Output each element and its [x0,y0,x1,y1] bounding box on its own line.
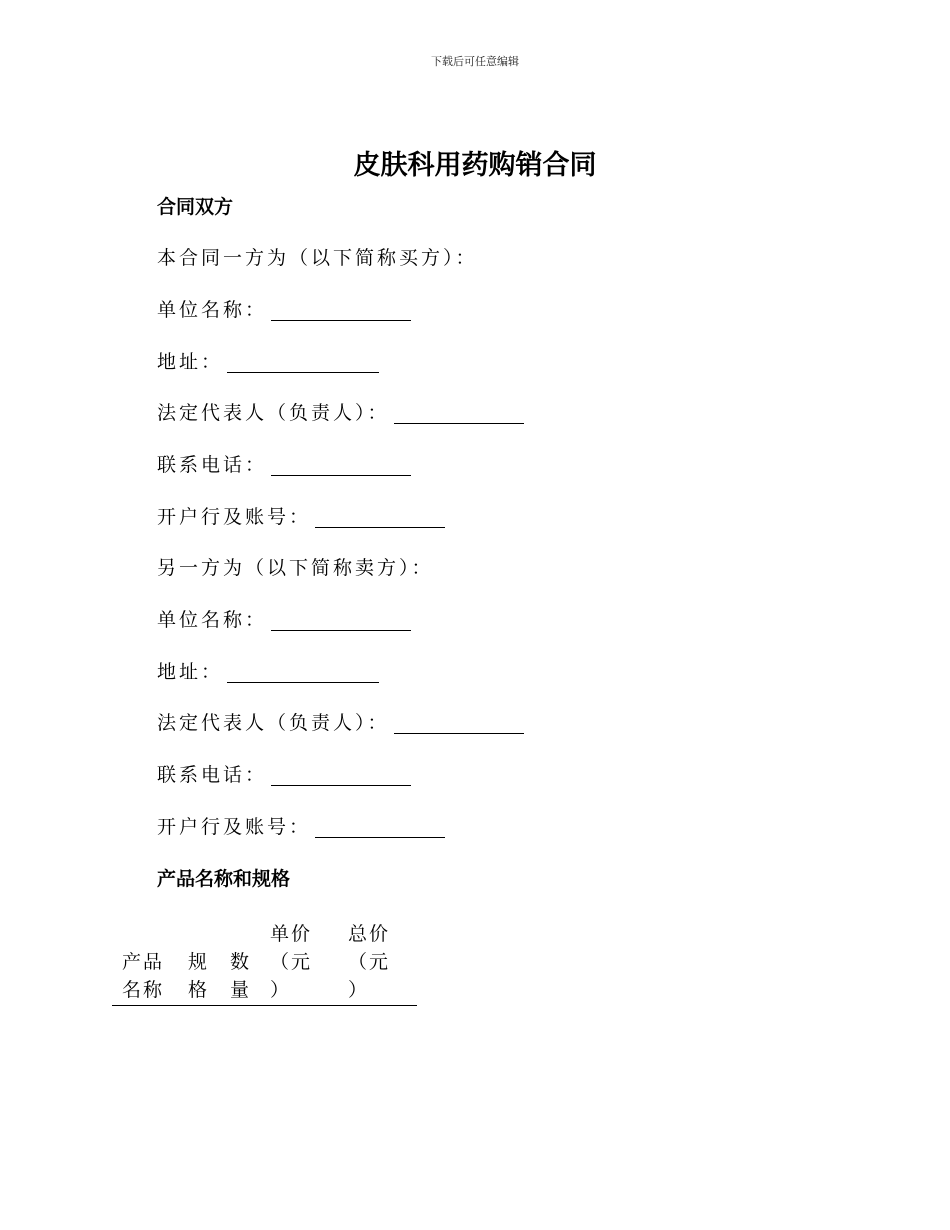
buyer-bank-blank[interactable] [315,505,445,528]
buyer-bank-label: 开户行及账号： [157,506,312,528]
seller-intro [157,553,434,583]
buyer-address-blank[interactable] [227,350,379,373]
seller-unit-name-blank[interactable] [271,608,411,631]
section-heading-parties: 合同双方 [157,196,234,218]
buyer-phone-label: 联系电话： [157,454,268,476]
seller-address-label: 地址： [157,661,224,683]
seller-legal-rep-label: 法定代表人（负责人）： [157,712,390,734]
page-header-note: 下载后可任意编辑 [431,55,519,68]
buyer-legal-rep-label: 法定代表人（负责人）： [157,402,390,424]
buyer-legal-rep-row [157,398,524,428]
th-unit-price: 单价 （元 ） [270,923,313,1001]
seller-phone-row [157,760,411,790]
seller-bank-row [157,812,445,842]
buyer-legal-rep-blank[interactable] [394,401,524,424]
section-heading-products: 产品名称和规格 [157,868,291,890]
buyer-phone-blank[interactable] [271,453,411,476]
seller-address-blank[interactable] [227,660,379,683]
buyer-unit-name-row [157,295,411,325]
seller-unit-name-row [157,605,411,635]
buyer-address-label: 地址： [157,351,224,373]
seller-intro-text: 另一方为（以下简称卖方）： [157,557,434,579]
th-quantity: 数 量 [230,951,252,1001]
th-total-price: 总价 （元 ） [348,923,391,1001]
buyer-unit-name-label: 单位名称： [157,299,268,321]
seller-phone-blank[interactable] [271,763,411,786]
buyer-phone-row [157,450,411,480]
buyer-intro [157,243,478,273]
buyer-address-row [157,347,379,377]
seller-bank-blank[interactable] [315,815,445,838]
seller-bank-label: 开户行及账号： [157,816,312,838]
buyer-unit-name-blank[interactable] [271,298,411,321]
buyer-intro-text: 本合同一方为（以下简称买方）： [157,247,478,269]
seller-address-row [157,657,379,687]
seller-legal-rep-blank[interactable] [394,711,524,734]
seller-legal-rep-row [157,708,524,738]
product-table-header [112,918,417,1006]
seller-unit-name-label: 单位名称： [157,609,268,631]
buyer-bank-row [157,502,445,532]
th-product-name: 产品 名称 [122,951,165,1001]
seller-phone-label: 联系电话： [157,764,268,786]
document-title: 皮肤科用药购销合同 [353,150,597,181]
th-spec: 规 格 [188,951,210,1001]
